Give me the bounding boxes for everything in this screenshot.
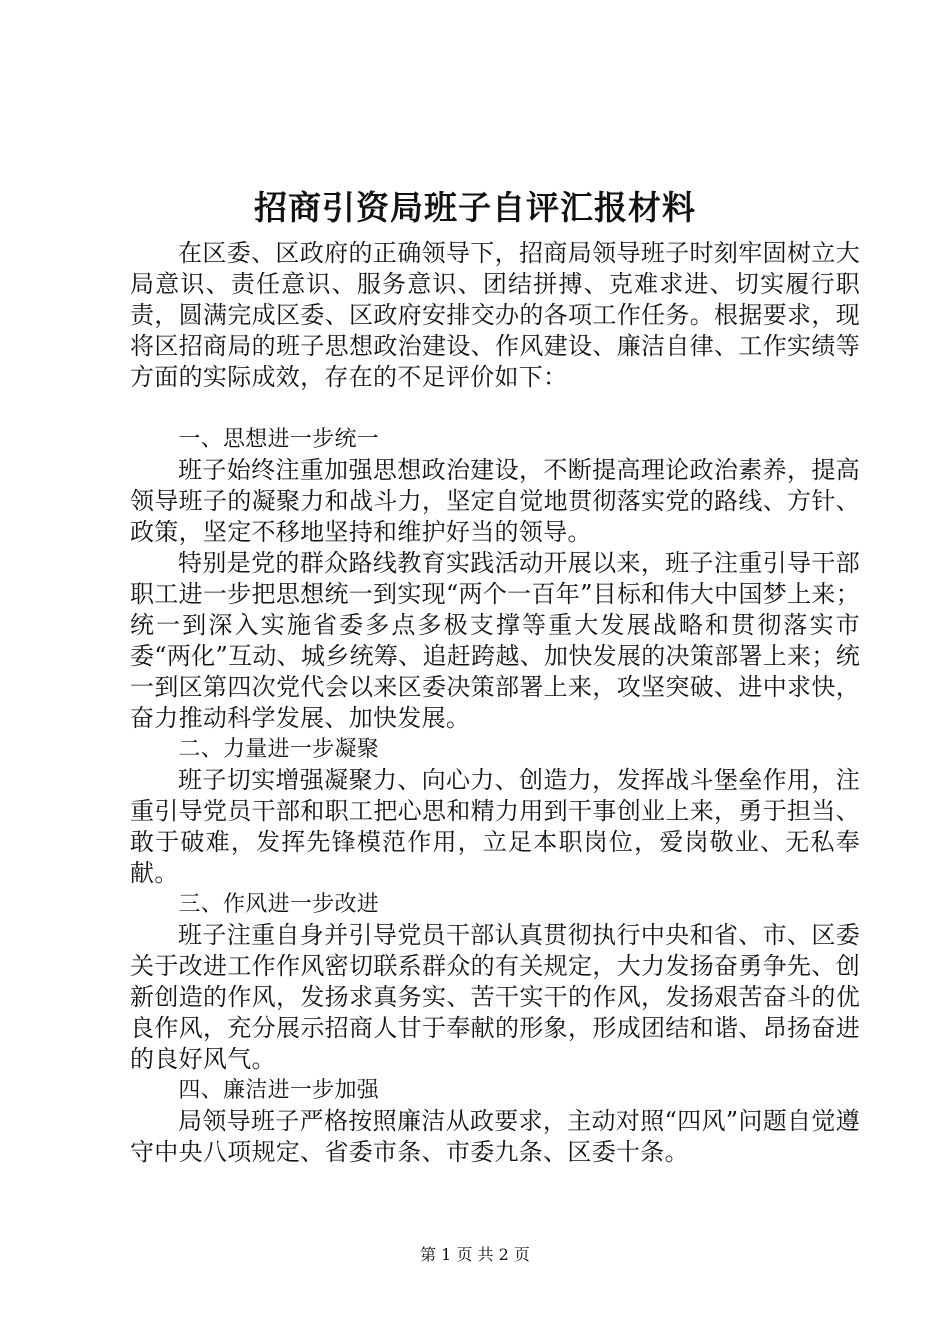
section-1-paragraph-2: 特别是党的群众路线教育实践活动开展以来，班子注重引导干部职工进一步把思想统一到实现“两个一百年”目标和伟大中国梦上来；统一到深入实施省委多点多极支撑等重大发展战略和贯彻落实市委“两化”互动、城乡统筹、追赶跨越、加快发展的决策部署上来；统一到区第四次党代会以来区委决策部署上来，攻坚突破、进中求快，奋力推动科学发展、加快发展。 (130, 549, 860, 732)
page-footer: 第 1 页 共 2 页 (420, 1245, 530, 1264)
intro-paragraph: 在区委、区政府的正确领导下，招商局领导班子时刻牢固树立大局意识、责任意识、服务意识、团结拼搏、克难求进、切实履行职责，圆满完成区委、区政府安排交办的各项工作任务。根据要求，现将区招商局的班子思想政治建设、作风建设、廉洁自律、工作实绩等方面的实际成效，存在的不足评价如下： (130, 239, 860, 391)
section-3-paragraph-1: 班子注重自身并引导党员干部认真贯彻执行中央和省、市、区委关于改进工作作风密切联系群众的有关规定，大力发扬奋勇争先、创新创造的作风，发扬求真务实、苦干实干的作风，发扬艰苦奋斗的优良作风，充分展示招商人甘于奉献的形象，形成团结和谐、昂扬奋进的良好风气。 (130, 921, 860, 1073)
section-heading-2: 二、力量进一步凝聚 (178, 737, 380, 762)
section-heading-3: 三、作风进一步改进 (178, 892, 380, 917)
section-heading-1: 一、思想进一步统一 (178, 427, 380, 452)
paragraph-spacer (130, 393, 860, 424)
document-body (130, 238, 860, 1168)
section-4-paragraph-1: 局领导班子严格按照廉洁从政要求，主动对照“四风”问题自觉遵守中央八项规定、省委市条、市委九条、区委十条。 (130, 1107, 860, 1166)
section-2-paragraph-1: 班子切实增强凝聚力、向心力、创造力，发挥战斗堡垒作用，注重引导党员干部和职工把心思和精力用到干事创业上来，勇于担当、敢于破难，发挥先锋模范作用，立足本职岗位，爱岗敬业、无私奉献。 (130, 766, 860, 887)
section-1-paragraph-1: 班子始终注重加强思想政治建设，不断提高理论政治素养，提高领导班子的凝聚力和战斗力，坚定自觉地贯彻落实党的路线、方针、政策，坚定不移地坚持和维护好当的领导。 (130, 456, 860, 546)
section-heading-4: 四、廉洁进一步加强 (178, 1078, 380, 1103)
document-title: 招商引资局班子自评汇报材料 (254, 188, 696, 227)
